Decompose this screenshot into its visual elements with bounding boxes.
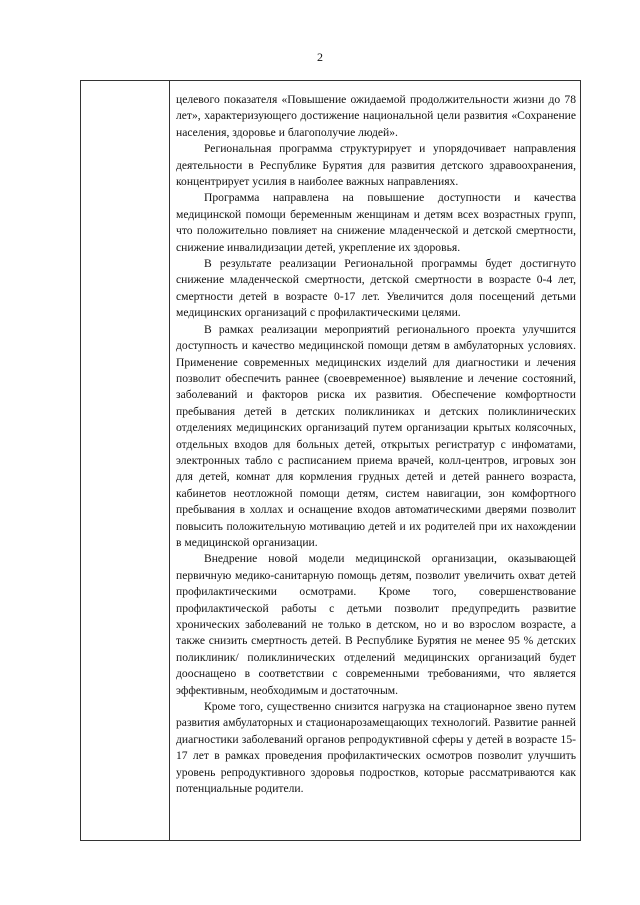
paragraph: Программа направлена на повышение доступности и качества медицинской помощи беременным женщинам и детям всех возрастных групп, что положительно повлияет на снижение младенческой и детской смертности, снижение инвалидизации детей, укрепление их здоровья.	[176, 191, 576, 254]
paragraph: В результате реализации Региональной программы будет достигнуто снижение младенческой смертности, детской смертности в возрасте 0-4 лет, смертности детей в возрасте 0-17 лет. Увеличится доля посещений детьми медицинских организаций с профилактическими целями.	[176, 257, 576, 320]
paragraph: Кроме того, существенно снизится нагрузка на стационарное звено путем развития амбулаторных и стационарозамещающих технологий. Развитие ранней диагностики заболеваний органов репродуктивной сферы у детей в возрасте 15-17 лет в рамках проведения профилактических осмотров позволит улучшить уровень репродуктивного здоровья подростков, которые рассматриваются как потенциальные родители.	[176, 700, 576, 796]
paragraph: В рамках реализации мероприятий регионального проекта улучшится доступность и качество медицинской помощи детям в амбулаторных условиях. Применение современных медицинских изделий для диагностики и лечения позволит обеспечить раннее (своевременное) выявление и лечение состояний, заболеваний и факторов риска их развития. Обеспечение комфортности пребывания детей в детских поликлиниках и детских поликлинических отделениях медицинских организаций путем организации крытых колясочных, отдельных входов для больных детей, открытых регистратур с инфоматами, электронных табло с расписанием приема врачей, колл-центров, игровых зон для детей, комнат для кормления грудных детей и детей раннего возраста, кабинетов неотложной помощи детям, систем навигации, зон комфортного пребывания в холлах и оснащение входов автоматическими дверями позволит повысить положительную мотивацию детей и их родителей при их нахождении в медицинской организации.	[176, 322, 576, 549]
document-table	[80, 80, 581, 841]
paragraph-continuation: целевого показателя «Повышение ожидаемой продолжительности жизни до 78 лет», характеризующего достижение национальной цели развития «Сохранение населения, здоровье и благополучие людей».	[176, 93, 576, 139]
paragraph: Региональная программа структурирует и упорядочивает направления деятельности в Республике Бурятия для развития детского здравоохранения, концентрирует усилия в наиболее важных направлениях.	[176, 142, 576, 189]
page-number: 2	[317, 50, 323, 64]
empty-left-cell	[81, 81, 170, 840]
paragraph: Внедрение новой модели медицинской организации, оказывающей первичную медико-санитарную помощь детям, позволит увеличить охват детей профилактическими осмотрами. Кроме того, совершенствование профилактической работы с детьми позволит предупредить развитие хронических заболеваний не только в детском, но и во взрослом возрасте, а также снизить смертность детей. В Республике Бурятия не менее 95 % детских поликлиник/ поликлинических отделений медицинских организаций будет дооснащено в соответствии с современными требованиями, что является эффективным, необходимым и достаточным.	[176, 552, 576, 697]
text-cell	[176, 92, 576, 797]
